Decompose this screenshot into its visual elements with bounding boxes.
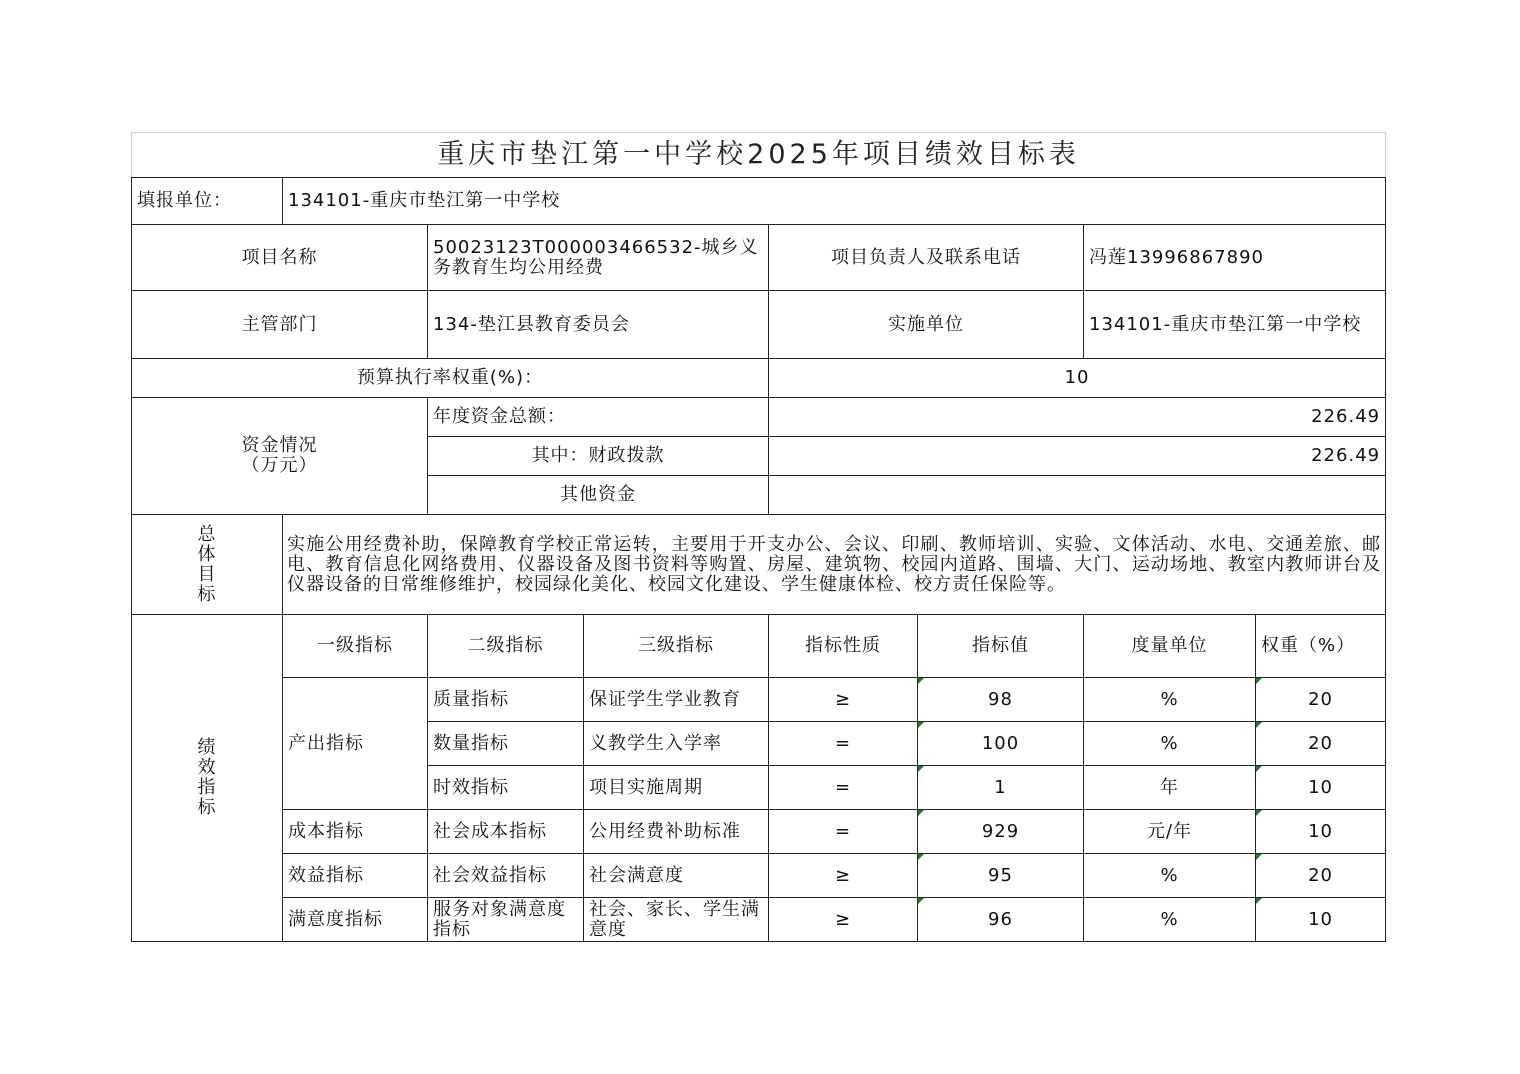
header-value: 指标值 bbox=[918, 615, 1084, 678]
indicators-label: 绩 效 指 标 bbox=[132, 615, 283, 942]
value-cell: 1 bbox=[918, 766, 1084, 810]
level3-cell: 公用经费补助标准 bbox=[584, 810, 769, 854]
nature-cell: = bbox=[769, 766, 918, 810]
header-level1: 一级指标 bbox=[283, 615, 428, 678]
unit-cell: % bbox=[1084, 722, 1256, 766]
nature-cell: ≥ bbox=[769, 898, 918, 942]
impl-unit-label: 实施单位 bbox=[769, 291, 1084, 359]
funds-fiscal-value: 226.49 bbox=[769, 437, 1386, 476]
value-cell: 95 bbox=[918, 854, 1084, 898]
level3-cell: 保证学生学业教育 bbox=[584, 678, 769, 722]
unit-cell: % bbox=[1084, 678, 1256, 722]
level3-cell: 社会满意度 bbox=[584, 854, 769, 898]
value-cell: 100 bbox=[918, 722, 1084, 766]
header-level2: 二级指标 bbox=[428, 615, 584, 678]
funds-other-label: 其他资金 bbox=[428, 476, 769, 515]
page-title: 重庆市垫江第一中学校2025年项目绩效目标表 bbox=[132, 133, 1386, 178]
level2-cell: 时效指标 bbox=[428, 766, 584, 810]
header-nature: 指标性质 bbox=[769, 615, 918, 678]
level1-output: 产出指标 bbox=[283, 678, 428, 810]
table-row bbox=[132, 854, 1386, 898]
value-cell: 96 bbox=[918, 898, 1084, 942]
project-name-label: 项目名称 bbox=[132, 225, 428, 291]
unit-cell: % bbox=[1084, 854, 1256, 898]
goal-label: 总 体 目 标 bbox=[132, 515, 283, 615]
funds-fiscal-label: 其中：财政拨款 bbox=[428, 437, 769, 476]
unit-cell: 元/年 bbox=[1084, 810, 1256, 854]
project-name-value: 50023123T000003466532-城乡义务教育生均公用经费 bbox=[428, 225, 769, 291]
level1-benefit: 效益指标 bbox=[283, 854, 428, 898]
header-weight: 权重（%） bbox=[1256, 615, 1386, 678]
unit-cell: 年 bbox=[1084, 766, 1256, 810]
weight-cell: 10 bbox=[1256, 898, 1386, 942]
level2-cell: 质量指标 bbox=[428, 678, 584, 722]
nature-cell: = bbox=[769, 722, 918, 766]
level2-cell: 社会成本指标 bbox=[428, 810, 584, 854]
unit-cell: % bbox=[1084, 898, 1256, 942]
dept-label: 主管部门 bbox=[132, 291, 428, 359]
fill-unit-label: 填报单位： bbox=[132, 178, 283, 225]
nature-cell: ≥ bbox=[769, 854, 918, 898]
funds-label-line1: 资金情况 bbox=[241, 435, 318, 456]
dept-value: 134-垫江县教育委员会 bbox=[428, 291, 769, 359]
funds-total-value: 226.49 bbox=[769, 398, 1386, 437]
weight-cell: 20 bbox=[1256, 854, 1386, 898]
weight-cell: 10 bbox=[1256, 810, 1386, 854]
level3-cell: 项目实施周期 bbox=[584, 766, 769, 810]
table-row bbox=[132, 678, 1386, 722]
performance-target-sheet bbox=[131, 132, 1385, 942]
header-unit: 度量单位 bbox=[1084, 615, 1256, 678]
weight-cell: 20 bbox=[1256, 722, 1386, 766]
fill-unit-value: 134101-重庆市垫江第一中学校 bbox=[283, 178, 1386, 225]
project-contact-value: 冯莲13996867890 bbox=[1084, 225, 1386, 291]
funds-label bbox=[132, 398, 428, 515]
weight-cell: 20 bbox=[1256, 678, 1386, 722]
weight-cell: 10 bbox=[1256, 766, 1386, 810]
project-contact-label: 项目负责人及联系电话 bbox=[769, 225, 1084, 291]
budget-rate-value: 10 bbox=[769, 359, 1386, 398]
table-row bbox=[132, 898, 1386, 942]
header-level3: 三级指标 bbox=[584, 615, 769, 678]
budget-rate-label: 预算执行率权重(%)： bbox=[132, 359, 769, 398]
goal-text: 实施公用经费补助，保障教育学校正常运转，主要用于开支办公、会议、印刷、教师培训、实验、文体活动、水电、交通差旅、邮电、教育信息化网络费用、仪器设备及图书资料等购置、房屋、建筑物、校园内道路、围墙、大门、运动场地、教室内教师讲台及仪器设备的日常维修维护，校园绿化美化、校园文化建设、学生健康体检、校方责任保险等。 bbox=[283, 515, 1386, 615]
funds-other-value bbox=[769, 476, 1386, 515]
level2-cell: 服务对象满意度指标 bbox=[428, 898, 584, 942]
level1-cost: 成本指标 bbox=[283, 810, 428, 854]
level1-satisfaction: 满意度指标 bbox=[283, 898, 428, 942]
level3-cell: 社会、家长、学生满意度 bbox=[584, 898, 769, 942]
funds-total-label: 年度资金总额： bbox=[428, 398, 769, 437]
funds-label-line2: （万元） bbox=[241, 455, 318, 476]
value-cell: 98 bbox=[918, 678, 1084, 722]
impl-unit-value: 134101-重庆市垫江第一中学校 bbox=[1084, 291, 1386, 359]
performance-table bbox=[131, 132, 1386, 942]
nature-cell: = bbox=[769, 810, 918, 854]
nature-cell: ≥ bbox=[769, 678, 918, 722]
level3-cell: 义教学生入学率 bbox=[584, 722, 769, 766]
level2-cell: 社会效益指标 bbox=[428, 854, 584, 898]
value-cell: 929 bbox=[918, 810, 1084, 854]
level2-cell: 数量指标 bbox=[428, 722, 584, 766]
table-row bbox=[132, 810, 1386, 854]
